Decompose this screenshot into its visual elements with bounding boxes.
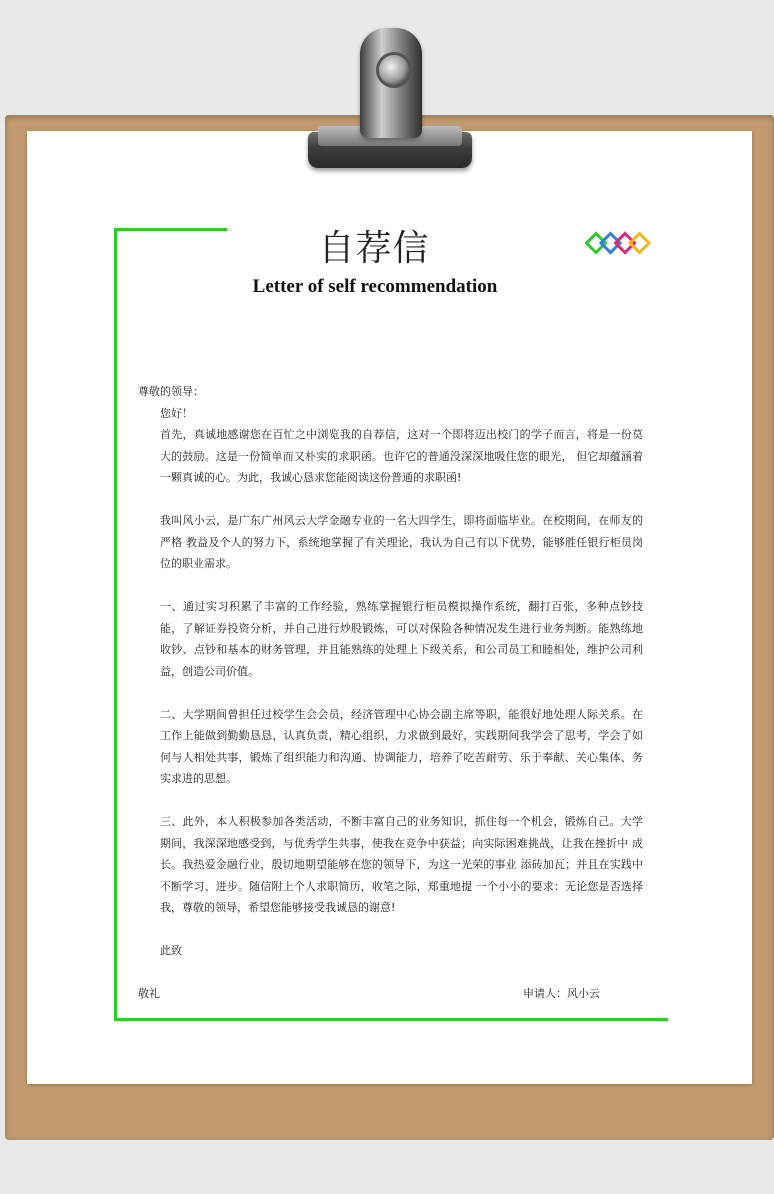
binder-clip-hole bbox=[376, 52, 412, 88]
sign-off-row bbox=[138, 983, 643, 1005]
letter-body bbox=[138, 381, 643, 1005]
paragraph-point-2: 二、大学期间曾担任过校学生会会员，经济管理中心协会副主席等职，能很好地处理人际关系。在工作上能做到勤勤恳恳，认真负责，精心组织，力求做到最好，实践期间我学会了思考，学会了如何与人相处共事，锻炼了组织能力和沟通、协调能力，培养了吃苦耐劳、乐于奉献、关心集体、务实求进的思想。 bbox=[160, 707, 643, 785]
closing: 此致 bbox=[160, 944, 182, 957]
green-frame-bottom bbox=[114, 1018, 668, 1021]
interlocking-diamonds-logo-icon bbox=[584, 230, 652, 256]
paragraph-point-1: 一、通过实习积累了丰富的工作经验，熟练掌握银行柜员模拟操作系统，翻打百张，多种点钞技能，了解证券投资分析，并自己进行炒股锻炼，可以对保险各种情况发生进行业务判断。能熟练地收钞、点钞和基本的财务管理，并且能熟练的处理上下级关系，和公司员工和睦相处，维护公司利益，创造公司价值。 bbox=[160, 600, 643, 678]
paragraph-point-3: 三、此外，本人积极参加各类活动，不断丰富自己的业务知识，抓住每一个机会，锻炼自己。大学期间，我深深地感受到，与优秀学生共事，使我在竞争中获益；向实际困难挑战，让我在挫折中 成长。我热爱金融行业，殷切地期望能够在您的领导下，为这一光荣的事业 添砖加瓦；并且在实践中不断学习、进步。随信附上个人求职简历，收笔之际，郑重地提 一个小小的要求：无论您是否选择我，尊敬的领导，希望您能够接受我诚恳的谢意! bbox=[160, 815, 643, 914]
paragraph-self-intro: 我叫风小云，是广东广州风云大学金融专业的一名大四学生，即将面临毕业。在校期间，在师友的严格 教益及个人的努力下，系统地掌握了有关理论，我认为自己有以下优势，能够胜任银行柜员岗位的职业需求。 bbox=[160, 514, 643, 570]
regards: 敬礼 bbox=[138, 987, 160, 1000]
salutation: 尊敬的领导： bbox=[138, 385, 204, 398]
paragraph-intro: 首先，真诚地感谢您在百忙之中浏览我的自荐信，这对一个即将迈出校门的学子而言，将是一份莫大的鼓励。这是一份简单而又朴实的求职函。也许它的普通没深深地吸住您的眼光， 但它却蕴涵着一颗真诚的心。为此，我诚心恳求您能阅读这份普通的求职函! bbox=[160, 428, 643, 484]
page-title: 自荐信 bbox=[318, 228, 430, 269]
green-frame-left bbox=[114, 228, 117, 1021]
page-subtitle: Letter of self recommendation bbox=[252, 276, 498, 297]
greeting: 您好！ bbox=[160, 406, 193, 420]
signature: 申请人：风小云 bbox=[523, 987, 600, 1000]
green-frame-top bbox=[114, 228, 227, 231]
